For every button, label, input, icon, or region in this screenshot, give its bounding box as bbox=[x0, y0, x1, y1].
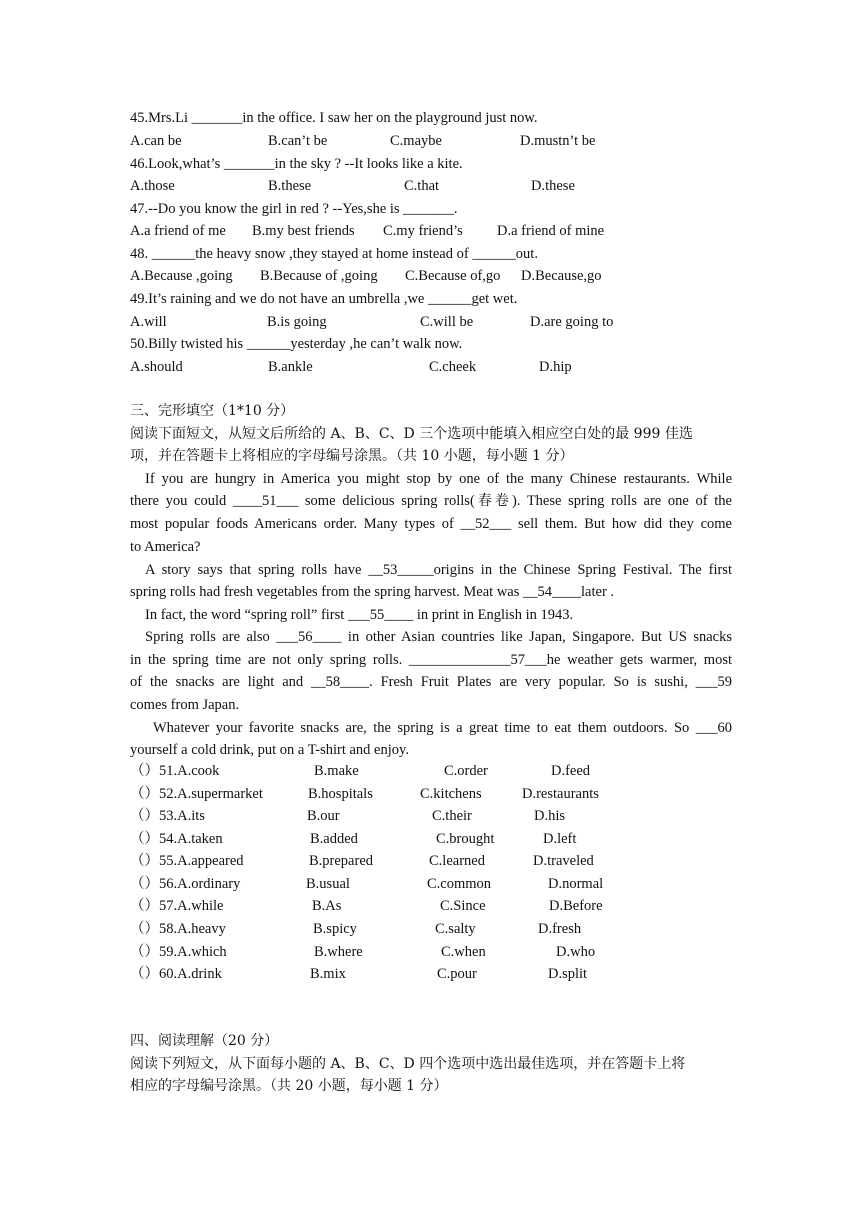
cloze-instruction: 阅读下面短文，从短文后所给的 A、B、C、D 三个选项中能填入相应空白处的最 999 佳选 bbox=[130, 426, 693, 442]
option-c: C.their bbox=[432, 808, 472, 824]
cloze-instruction: 项，并在答题卡上将相应的字母编号涂黑。（共 10 小题，每小题 1 分） bbox=[130, 448, 574, 464]
option-a: （）55.A.appeared bbox=[130, 853, 244, 869]
option-b: B.As bbox=[312, 898, 342, 914]
question-48-stem: 48. ______the heavy snow ,they stayed at home instead of ______out. bbox=[130, 246, 538, 262]
option-d: D.a friend of mine bbox=[497, 223, 605, 239]
blank-60: ___60 bbox=[695, 720, 732, 736]
option-d: D.are going to bbox=[530, 314, 614, 330]
passage-line: A story says that spring rolls have __53_____origins in the Chinese Spring Festival. The first bbox=[145, 562, 732, 578]
option-d: D.normal bbox=[548, 876, 604, 892]
blank-51: ____51___ bbox=[232, 493, 299, 509]
option-c: C.when bbox=[441, 944, 486, 960]
reading-instruction: 阅读下列短文，从下面每小题的 A、B、C、D 四个选项中选出最佳选项，并在答题卡上将 bbox=[130, 1056, 686, 1072]
option-a: （）56.A.ordinary bbox=[130, 876, 241, 892]
passage-line: of the snacks are light and __58____. Fresh Fruit Plates are very popular. So is sushi, ___59 bbox=[130, 674, 732, 690]
option-d: D.who bbox=[556, 944, 596, 960]
option-c: C.will be bbox=[420, 314, 474, 330]
option-d: D.fresh bbox=[538, 921, 582, 937]
option-a: （）51.A.cook bbox=[130, 763, 220, 779]
passage-line: in the spring time are not only spring rolls. ______________57___he weather gets warmer, most bbox=[130, 652, 732, 668]
option-c: C.common bbox=[427, 876, 492, 892]
blank-55: ___55____ bbox=[347, 607, 414, 623]
option-a: A.will bbox=[130, 314, 167, 330]
option-b: B.where bbox=[314, 944, 363, 960]
blank-57: ______________57___ bbox=[408, 652, 547, 668]
blank-56: ___56____ bbox=[276, 629, 342, 645]
option-a: A.those bbox=[130, 178, 175, 194]
option-d: D.left bbox=[543, 831, 577, 847]
option-c: C.maybe bbox=[390, 133, 442, 149]
question-50-stem: 50.Billy twisted his ______yesterday ,he can’t walk now. bbox=[130, 336, 463, 352]
option-c: C.that bbox=[404, 178, 440, 194]
option-b: B.make bbox=[314, 763, 359, 779]
option-a: （）60.A.drink bbox=[130, 966, 222, 982]
option-c: C.learned bbox=[429, 853, 485, 869]
passage-line: yourself a cold drink, put on a T-shirt and enjoy. bbox=[130, 742, 409, 758]
option-d: D.mustn’t be bbox=[520, 133, 596, 149]
option-a: （）53.A.its bbox=[130, 808, 205, 824]
option-d: D.hip bbox=[539, 359, 572, 375]
option-b: B.usual bbox=[306, 876, 350, 892]
passage-line: there you could ____51___ some delicious spring rolls(春卷). These spring rolls are one of the bbox=[130, 493, 732, 509]
question-47-stem: 47.--Do you know the girl in red ? --Yes,she is _______. bbox=[130, 201, 458, 217]
option-d: D.his bbox=[534, 808, 566, 824]
passage-line: Whatever your favorite snacks are, the spring is a great time to eat them outdoors. So ___60 bbox=[153, 720, 732, 736]
option-b: B.added bbox=[310, 831, 358, 847]
option-b: B.mix bbox=[310, 966, 346, 982]
question-45-stem: 45.Mrs.Li _______in the office. I saw her on the playground just now. bbox=[130, 110, 538, 126]
option-c: C.pour bbox=[437, 966, 477, 982]
option-d: D.Because,go bbox=[521, 268, 602, 284]
question-46-stem: 46.Look,what’s _______in the sky ? --It looks like a kite. bbox=[130, 156, 463, 172]
blank-59: ___59 bbox=[695, 674, 732, 690]
option-b: B.can’t be bbox=[268, 133, 328, 149]
option-d: D.traveled bbox=[533, 853, 594, 869]
option-b: B.Because of ,going bbox=[260, 268, 378, 284]
option-b: B.hospitals bbox=[308, 786, 373, 802]
option-b: B.prepared bbox=[309, 853, 374, 869]
passage-line: comes from Japan. bbox=[130, 697, 240, 713]
option-a: A.a friend of me bbox=[130, 223, 226, 239]
passage-line: If you are hungry in America you might stop by one of the many Chinese restaurants. While bbox=[145, 471, 732, 487]
option-a: A.should bbox=[130, 359, 183, 375]
option-d: D.Before bbox=[549, 898, 603, 914]
passage-line: most popular foods Americans order. Many types of __52___ sell them. But how did they come bbox=[130, 516, 732, 532]
option-a: （）54.A.taken bbox=[130, 831, 223, 847]
blank-53: __53_____ bbox=[368, 562, 434, 578]
option-a: A.Because ,going bbox=[130, 268, 233, 284]
option-d: D.feed bbox=[551, 763, 591, 779]
section-heading-reading: 四、阅读理解（20 分） bbox=[130, 1033, 279, 1049]
question-49-stem: 49.It’s raining and we do not have an umbrella ,we ______get wet. bbox=[130, 291, 518, 307]
option-b: B.spicy bbox=[313, 921, 357, 937]
reading-instruction: 相应的字母编号涂黑。（共 20 小题，每小题 1 分） bbox=[130, 1078, 448, 1094]
option-c: C.Because of,go bbox=[405, 268, 501, 284]
option-a: （）58.A.heavy bbox=[130, 921, 226, 937]
option-a: A.can be bbox=[130, 133, 182, 149]
option-b: B.is going bbox=[267, 314, 327, 330]
option-c: C.brought bbox=[436, 831, 495, 847]
option-d: D.split bbox=[548, 966, 588, 982]
option-c: C.salty bbox=[435, 921, 476, 937]
option-c: C.cheek bbox=[429, 359, 477, 375]
option-c: C.Since bbox=[440, 898, 486, 914]
blank-58: __58____ bbox=[311, 674, 370, 690]
option-c: C.my friend’s bbox=[383, 223, 463, 239]
option-d: D.restaurants bbox=[522, 786, 599, 802]
option-b: B.ankle bbox=[268, 359, 313, 375]
option-c: C.order bbox=[444, 763, 488, 779]
option-a: （）59.A.which bbox=[130, 944, 227, 960]
option-b: B.our bbox=[307, 808, 340, 824]
blank-54: __54____ bbox=[523, 584, 582, 600]
option-b: B.my best friends bbox=[252, 223, 355, 239]
option-a: （）52.A.supermarket bbox=[130, 786, 263, 802]
option-b: B.these bbox=[268, 178, 312, 194]
option-c: C.kitchens bbox=[420, 786, 482, 802]
option-a: （）57.A.while bbox=[130, 898, 224, 914]
section-heading-cloze: 三、完形填空（1*10 分） bbox=[130, 403, 295, 419]
option-d: D.these bbox=[531, 178, 575, 194]
passage-line: to America? bbox=[130, 539, 201, 555]
passage-line: In fact, the word “spring roll” first ___55____ in print in English in 1943. bbox=[145, 607, 574, 623]
passage-line: Spring rolls are also ___56____ in other Asian countries like Japan, Singapore. But US snacks bbox=[145, 629, 732, 645]
blank-52: __52___ bbox=[460, 516, 512, 532]
passage-line: spring rolls had fresh vegetables from the spring harvest. Meat was __54____later . bbox=[130, 584, 615, 600]
